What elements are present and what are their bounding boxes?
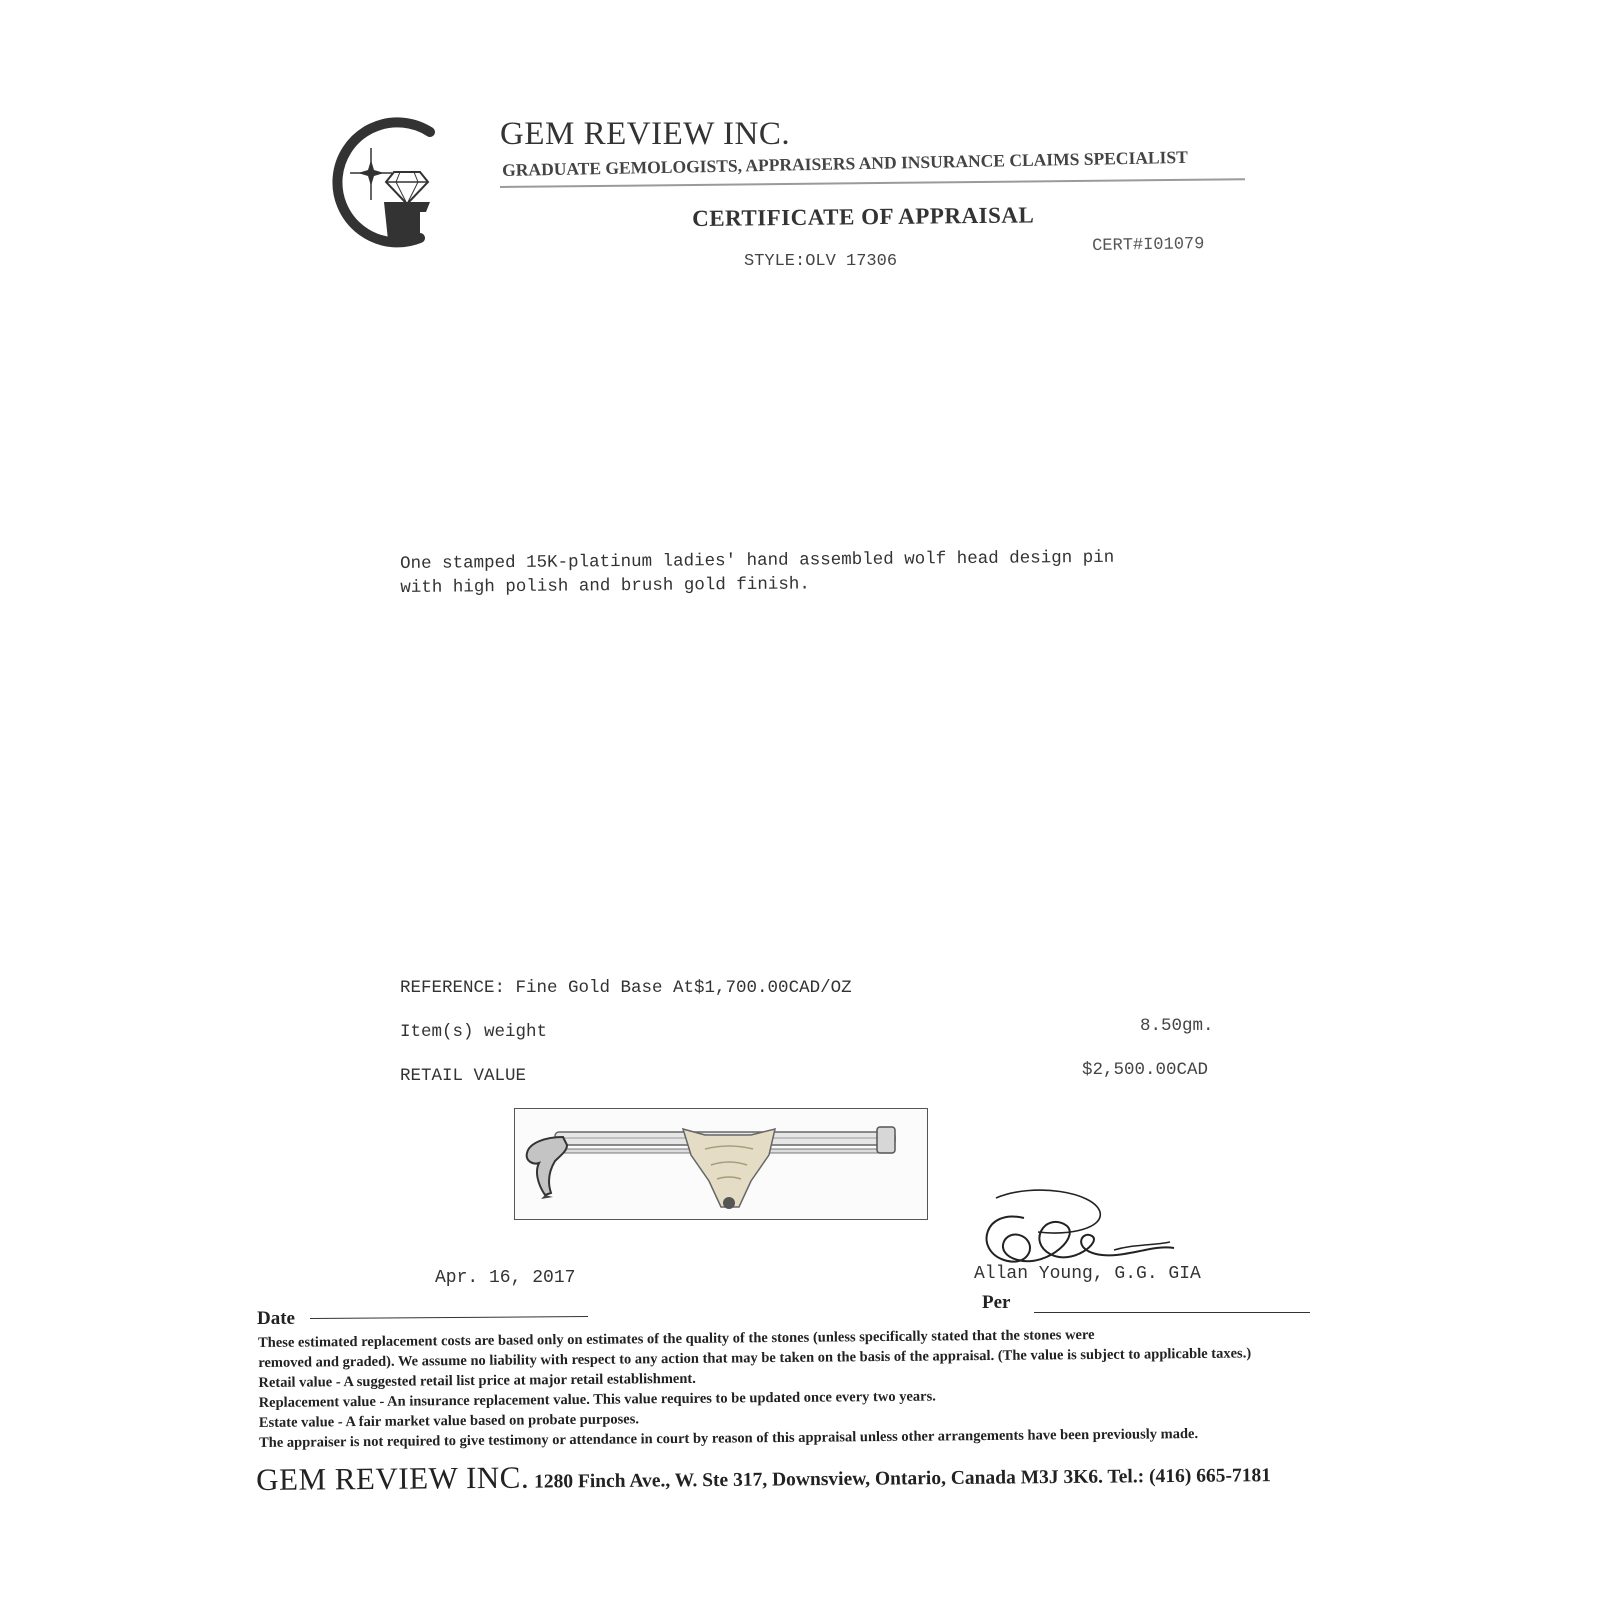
footer-address: 1280 Finch Ave., W. Ste 317, Downsview, Ontario, Canada M3J 3K6. Tel.: (416) 665-7181	[529, 1465, 1271, 1493]
company-name: GEM REVIEW INC.	[500, 116, 791, 152]
disclaimer-line: Replacement value - An insurance replacement value. This value requires to be updated once every two years.	[258, 1388, 936, 1411]
disclaimer-line: These estimated replacement costs are based only on estimates of the quality of the stones (unless specifically stated that the stones were	[258, 1326, 1095, 1351]
per-signature-line	[1034, 1312, 1310, 1313]
document-title: CERTIFICATE OF APPRAISAL	[692, 202, 1035, 231]
appraisal-date: Apr. 16, 2017	[435, 1268, 576, 1288]
disclaimer-line: removed and graded). We assume no liability with respect to any action that may be taken on the basis of the appraisal. (The value is subject to applicable taxes.)	[258, 1345, 1252, 1371]
style-number: STYLE:OLV 17306	[744, 252, 898, 271]
footer	[256, 1453, 1271, 1498]
description-line: with high polish and brush gold finish.	[400, 574, 810, 598]
description-line: One stamped 15K-platinum ladies' hand assembled wolf head design pin	[400, 547, 1115, 574]
date-label: Date	[257, 1308, 295, 1329]
weight-label: Item(s) weight	[400, 1022, 548, 1042]
disclaimer-line: The appraiser is not required to give testimony or attendance in court by reason of this appraisal unless other arrangements have been previously made.	[258, 1425, 1199, 1451]
wolf-head-pin-photo-icon	[515, 1109, 927, 1219]
signature-icon	[974, 1188, 1184, 1276]
item-description	[400, 546, 1115, 600]
header-divider	[500, 178, 1245, 188]
gold-reference: REFERENCE: Fine Gold Base At$1,700.00CAD/OZ	[400, 978, 852, 998]
appraiser-name: Allan Young, G.G. GIA	[974, 1264, 1201, 1284]
item-photo	[514, 1108, 928, 1220]
certificate-number: CERT#I01079	[1092, 235, 1205, 256]
retail-value-label: RETAIL VALUE	[400, 1066, 527, 1086]
retail-value-amount: $2,500.00CAD	[1082, 1060, 1209, 1080]
gem-review-logo-icon	[322, 110, 452, 250]
date-signature-line	[310, 1316, 588, 1319]
footer-company-name: GEM REVIEW INC.	[256, 1459, 530, 1497]
per-label: Per	[982, 1292, 1011, 1313]
company-tagline: GRADUATE GEMOLOGISTS, APPRAISERS AND INSURANCE CLAIMS SPECIALIST	[502, 146, 1188, 180]
disclaimer-line: Retail value - A suggested retail list price at major retail establishment.	[258, 1370, 696, 1391]
disclaimer	[258, 1323, 1349, 1453]
disclaimer-line: Estate value - A fair market value based on probate purposes.	[258, 1411, 640, 1431]
weight-value: 8.50gm.	[1140, 1016, 1214, 1036]
